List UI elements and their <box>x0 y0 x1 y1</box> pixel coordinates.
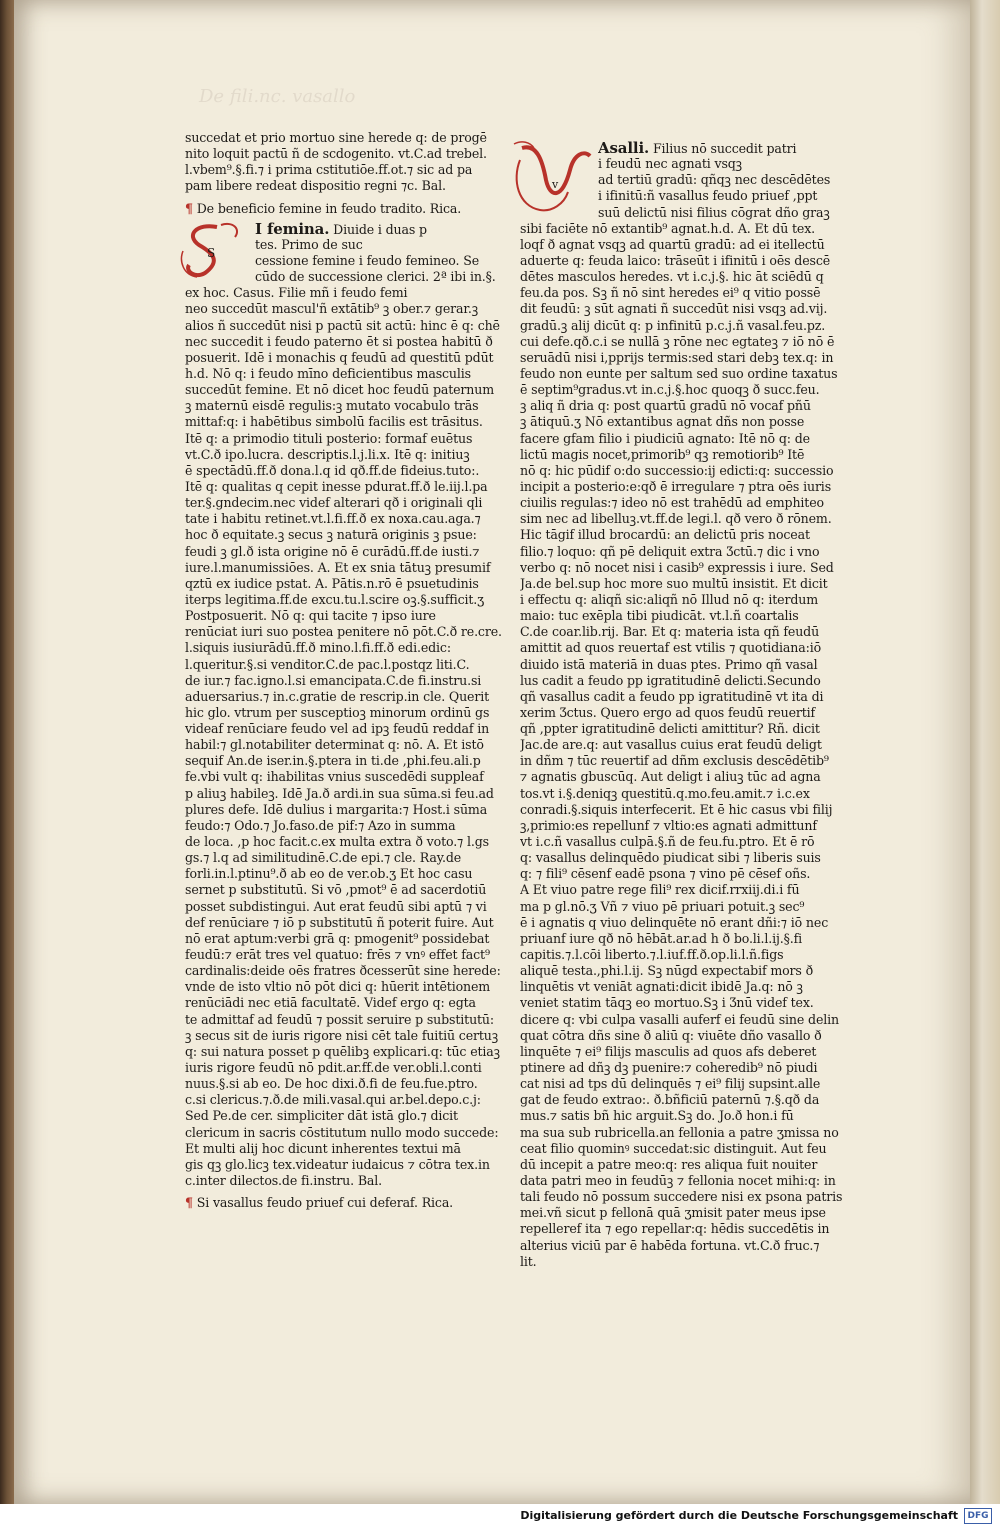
text-line: incipit a posterio:e:qð ē irregulare ⁊ ptra oēs iuris <box>520 478 832 494</box>
text-line: iterps legitima.ff.de excu.tu.l.scire oꝫ.§.sufficit.ʒ <box>185 591 485 607</box>
digitization-footer <box>0 1504 1000 1527</box>
text-line: posset subdistingui. Aut erat feudū sibi aptū ⁊ vi <box>185 898 487 914</box>
text-line: feu.da pos. Sꝫ ñ nō sint heredes ei⁹ q vitio possē <box>520 285 821 301</box>
text-line: l.vbem⁹.§.fi.⁊ i prima cstitutiōe.ff.ot.⁊ sic ad pa <box>185 162 473 178</box>
text-line: tate i habitu retinet.vt.l.fi.ff.ð ex noxa.cau.aga.⁊ <box>185 511 481 527</box>
dfg-logo-icon: DFG <box>964 1508 992 1524</box>
text-line: vnde de isto vltio nō pōt dici q: hūerit intētionem <box>185 979 491 995</box>
text-line: ꝫ,primio:es repellunf ⁊ vltio:es agnati admittunf <box>520 817 817 833</box>
text-line: iure.l.manumissiōes. A. Et ex snia tātuꝫ presumif <box>185 559 491 575</box>
section-heading: I femina. <box>255 220 330 237</box>
text-line: qñ ,ppter igratitudinē delicti amittitur? Rñ. dicit <box>520 721 820 737</box>
text-line: fe.vbi vult q: ihabilitas vnius suscedēdi suppleaf <box>185 769 484 785</box>
text-line: nō erat aptum:verbi grā q: pmogenit⁹ possidebat <box>185 930 490 946</box>
text-line: mus.⁊ satis bñ hic arguit.Sꝫ do. Jo.ð hon.i fū <box>520 1108 794 1124</box>
text-line: clericum in sacris cōstitutum nullo modo succede: <box>185 1124 499 1140</box>
text-line: in dñm ⁊ tūc reuertif ad dñm exclusis descēdētib⁹ <box>520 753 829 769</box>
text-line: Postposuerit. Nō q: qui tacite ⁊ ipso iure <box>185 608 436 624</box>
text-line: priuanf iure qð nō hēbāt.ar.ad h ð bo.li.l.ij.§.fi <box>520 930 803 946</box>
text-line: plures defe. Idē dulius i margarita:⁊ Host.i sūma <box>185 801 488 817</box>
text-line: sernet p substitutū. Si vō ,pmot⁹ ē ad sacerdotiū <box>185 882 487 898</box>
text-line: i effectu q: aliqñ sic:aliqñ nō Illud nō q: iterdum <box>520 591 818 607</box>
running-head: De fili.nc. vasallo <box>199 86 356 107</box>
text-line: tos.vt i.§.deniqꝫ questitū.q.mo.feu.amit.⁊ i.c.ex <box>520 785 810 801</box>
text-line: quat cōtra dñs sine ð aliū q: viuēte dño vasallo ð <box>520 1027 822 1043</box>
text-line: verbo q: nō nocet nisi i casib⁹ expressis i iure. Sed <box>520 559 834 575</box>
text-line: capitis.⁊.l.cōi liberto.⁊.l.iuf.ff.ð.op.li.l.ñ.figs <box>520 947 784 963</box>
text-line: cui defe.qð.c.i se nullā ꝫ rōne nec egtateꝫ ⁊ iō nō ē <box>520 333 835 349</box>
rubric-text: Si vasallus feudo priuef cui deferaf. Rica. <box>196 1195 454 1211</box>
pilcrow-icon: ¶ <box>185 200 193 216</box>
text-line: filio.⁊ loquo: qñ pē deliquit extra Ʒctū.⁊ dic i vno <box>520 543 820 559</box>
text-line: Ja.de bel.sup hoc more suo multū insistit. Et dicit <box>520 575 828 591</box>
text-line: feudo:⁊ Odo.⁊ Jo.faso.de pif:⁊ Azo in summa <box>185 817 456 833</box>
text-line: linquētis vt veniāt agnati:dicit ibidē Ja.q: nō ꝫ <box>520 979 803 995</box>
text-line: de iur.⁊ fac.igno.l.si emancipata.C.de fi.instru.si <box>185 672 482 688</box>
text-line: nec succedit i feudo paterno ēt si postea habitū ð <box>185 333 493 349</box>
text-line: ciuilis regulas:⁊ ideo nō est trahēdū ad emphiteo <box>520 495 824 511</box>
text-line: ⁊ agnatis gbuscūq. Aut deligt i aliuꝫ tūc ad agna <box>520 769 821 785</box>
text-line: ꝫ aliq ñ dria q: post quartū gradū nō vocaf pñū <box>520 398 811 414</box>
text-line: Sed Pe.de cer. simpliciter dāt istā glo.⁊ dicit <box>185 1108 458 1124</box>
text-line: ē i agnatis q viuo delinquēte nō erant dñi:⁊ iō nec <box>520 914 829 930</box>
text-line: aduersarius.⁊ in.c.gratie de rescrip.in cle. Querit <box>185 688 489 704</box>
text-line: p aliuꝫ habileꝫ. Idē Ja.ð ardi.in sua sūma.si feu.ad <box>185 785 494 801</box>
text-line: amittit ad quos reuertaf est vtilis ⁊ quotidiana:iō <box>520 640 822 656</box>
text-line: sim nec ad libelluꝫ.vt.ff.de legi.l. qð vero ð rōnem. <box>520 511 832 527</box>
text-line: c.inter dilectos.de fi.instru. Bal. <box>185 1173 383 1188</box>
rubric-text: De beneficio femine in feudo tradito. Rica. <box>196 200 462 216</box>
text-line: veniet statim tāqꝫ eo mortuo.Sꝫ i Ʒnū videf tex. <box>520 995 814 1011</box>
text-line: Et multi alij hoc dicunt inherentes textui mā <box>185 1140 461 1156</box>
text-line: alios ñ succedūt nisi p pactū sit actū: hinc ē q: chē <box>185 317 500 333</box>
left-column <box>185 130 515 1215</box>
text-line: cardinalis:deide oēs fratres ðcesserūt sine herede: <box>185 963 501 979</box>
text-line: vt.C.ð ipo.lucra. descriptis.l.j.li.x. Itē q: initiuꝫ <box>185 446 470 462</box>
text-line: gis qꝫ glo.licꝫ tex.videatur iudaicus ⁊ cōtra tex.in <box>185 1156 490 1172</box>
text-line: ceat filio quominꝰ succedat:sic distinguit. Aut feu <box>520 1140 827 1156</box>
text-line: linquēte ⁊ ei⁹ filijs masculis ad quos afs deberet <box>520 1043 817 1059</box>
text-line: ptinere ad dñꝫ dꝫ puenire:⁊ coheredib⁹ nō piudi <box>520 1060 818 1076</box>
footer-credit: Digitalisierung gefördert durch die Deutsche Forschungsgemeinschaft <box>520 1509 958 1522</box>
decorated-initial-v <box>512 140 594 220</box>
decorated-initial-s <box>177 221 251 281</box>
left-top-lines <box>185 130 515 195</box>
text-line: tali feudo nō possum succedere nisi ex psona patris <box>520 1189 843 1205</box>
text-line: facere gfam filio i piudiciū agnato: Itē nō q: de <box>520 430 810 446</box>
text-line: l.queritur.§.si venditor.C.de pac.l.postqz liti.C. <box>185 656 470 672</box>
text-line: succedūt femine. Et nō dicet hoc feudū paternum <box>185 382 495 398</box>
text-line: conradi.§.siquis interfecerit. Et ē hic casus vbi filij <box>520 801 833 817</box>
text-line: mittaf:q: i habētibus simbolū facilis est trāsitus. <box>185 414 483 430</box>
text-line: ꝫ ātiquū.ʒ Nō extantibus agnat dñs non posse <box>520 414 805 430</box>
text-line: habil:⁊ gl.notabiliter determinat q: nō. A. Et istō <box>185 737 484 753</box>
text-line: maio: tuc exēpla tibi piudicāt. vt.l.ñ coartalis <box>520 608 799 624</box>
text-line: dētes masculos heredes. vt i.c.j.§. hic āt sciēdū q <box>520 269 824 285</box>
text-line: alterius viciū par ē habēda fortuna. vt.C.ð fruc.⁊ <box>520 1237 820 1253</box>
text-line: def renūciare ⁊ iō p substitutū ñ poterit fuire. Aut <box>185 914 494 930</box>
text-line: ꝫ maternū eisdē regulis:ꝫ mutato vocabulo trās <box>185 398 479 414</box>
initial-v-flourish-icon <box>512 140 594 220</box>
text-line: ē spectādū.ff.ð dona.l.q id qð.ff.de fideius.tuto:. <box>185 462 480 478</box>
text-line: nito loquit pactū ñ de scdogenito. vt.C.ad trebel. <box>185 146 487 162</box>
text-line: Jac.de are.q: aut vasallus cuius erat feudū deligt <box>520 737 822 753</box>
text-line: qztū ex iudice pstat. A. Pātis.n.rō ē psuetudinis <box>185 575 479 591</box>
text-line: feudū:⁊ erāt tres vel quatuo: frēs ⁊ vnꝰ effet fact⁹ <box>185 947 490 963</box>
text-line: ē septim⁹gradus.vt in.c.j.§.hoc quoqꝫ ð succ.feu. <box>520 382 820 398</box>
text-line: renūciādi nec etiā facultatē. Videf ergo q: egta <box>185 995 476 1011</box>
text-line: aliquē testa.,phi.l.ij. Sꝫ nūgd expectabif mors ð <box>520 963 814 979</box>
text-line: Hic tāgif illud brocardū: an delictū pris noceat <box>520 527 810 543</box>
text-line: Itē q: qualitas q cepit inesse pdurat.ff.ð le.iij.l.pa <box>185 478 488 494</box>
text-line: hic glo. vtrum per susceptioꝫ minorum ordinū gs <box>185 704 490 720</box>
svg-text:v: v <box>552 178 559 191</box>
pilcrow-icon: ¶ <box>185 1195 193 1211</box>
right-column <box>520 140 882 1270</box>
text-line: l.siquis iusiurādū.ff.ð mino.l.fi.ff.ð edi.edic: <box>185 640 451 656</box>
left-body-text <box>185 301 515 1189</box>
text-line: ꝫ secus sit de iuris rigore nisi cēt tale fuitiū certuꝫ <box>185 1027 499 1043</box>
right-body-text <box>520 221 882 1270</box>
text-line: feudo non eunte per saltum sed suo ordine taxatus <box>520 365 838 381</box>
text-line: gradū.ꝫ alij dicūt q: p infinitū p.c.j.ñ vasal.feu.pz. <box>520 317 826 333</box>
text-line: ma sua sub rubricella.an fellonia a patre ʒmissa no <box>520 1124 839 1140</box>
text-line: vt i.c.ñ vasallus culpā.§.ñ de feu.fu.ptro. Et ē rō <box>520 834 815 850</box>
text-line: C.de coar.lib.rij. Bar. Et q: materia ista qñ feudū <box>520 624 820 640</box>
text-line: gs.⁊ l.q ad similitudinē.C.de epi.⁊ cle. Ray.de <box>185 850 462 866</box>
text-line: lictū magis nocet,primorib⁹ qꝫ remotiorib⁹ Itē <box>520 446 805 462</box>
text-line: gat de feudo extrao:. ð.bñficiū paternū ⁊.§.qð da <box>520 1092 820 1108</box>
book-fore-edge <box>970 0 1000 1504</box>
text-line: sequif An.de iser.in.§.ptera in ti.de ,phi.feu.ali.p <box>185 753 481 769</box>
text-line: c.si clericus.⁊.ð.de mili.vasal.qui ar.bel.depo.c.j: <box>185 1092 481 1108</box>
text-line: repelleref ita ⁊ ego repellar:q: hēdis succedētis in <box>520 1221 830 1237</box>
text-line: q: vasallus delinquēdo piudicat sibi ⁊ liberis suis <box>520 850 821 866</box>
text-line: ma p gl.nō.ʒ Vñ ⁊ viuo pē priuari potuit.ꝫ sec⁹ <box>520 898 805 914</box>
book-spine-edge <box>0 0 14 1504</box>
initial-s-flourish-icon <box>177 221 251 281</box>
text-line: renūciat iuri suo postea penitere nō pōt.C.ð re.cre. <box>185 624 502 640</box>
text-line: dicere q: vbi culpa vasalli auferf ei feudū sine delin <box>520 1011 839 1027</box>
text-line: loqf ð agnat vsqꝫ ad quartū gradū: ad ei itellectū <box>520 236 825 252</box>
text-line: ter.§.gndecim.nec videf alterari qð i originali qli <box>185 495 483 511</box>
text-line: h.d. Nō q: i feudo mīno deficientibus masculis <box>185 365 471 381</box>
text-line: nō q: hic pūdif o:do successio:ij edicti:q: successio <box>520 462 834 478</box>
text-line: nuus.§.si ab eo. De hoc dixi.ð.fi de feu.fue.ptro. <box>185 1076 478 1092</box>
text-line: dū incepit a patre meo:q: res aliqua fuit nouiter <box>520 1156 818 1172</box>
rubric-heading <box>185 201 515 217</box>
svg-text:S: S <box>207 245 216 260</box>
text-line: te admittaf ad feudū ⁊ possit seruire p substitutū: <box>185 1011 494 1027</box>
text-line: sibi faciēte nō extantib⁹ agnat.h.d. A. Et dū tex. <box>520 220 816 236</box>
text-line: aduerte q: feuda laico: trāseūt i ifinitū i oēs descē <box>520 252 831 268</box>
text-line: lit. <box>520 1253 537 1269</box>
text-line: data patri meo in feudūꝫ ⁊ fellonia nocet mihi:q: in <box>520 1173 836 1188</box>
text-line: q: ⁊ fili⁹ cēsenf eadē psona ⁊ vino pē cēsef oñs. <box>520 866 811 882</box>
text-line: feudi ꝫ gl.ð ista origine nō ē curādū.ff.de iusti.⁊ <box>185 543 480 559</box>
text-line: xerim Ʒctus. Quero ergo ad quos feudū reuertif <box>520 704 816 720</box>
text-line: hoc ð equitate.ꝫ secus ꝫ naturā originis ꝫ psue: <box>185 527 477 543</box>
text-line: seruādū nisi i,pprijs termis:sed stari debꝫ tex.q: in <box>520 349 834 365</box>
text-line: pam libere redeat dispositio regni ⁊c. Bal. <box>185 178 446 194</box>
rubric-heading <box>185 1195 515 1211</box>
text-line: diuido istā materiā in duas ptes. Primo qñ vasal <box>520 656 818 672</box>
left-section-start: S I femina. Diuide i duas p tes. Primo de suc cessione femine i feudo femineo. Se cūdo de successione clerici. 2ª ibi in.§. ex hoc. Casus. Filie mñ i feudo femi <box>185 221 515 302</box>
section-heading: Asalli. <box>598 140 650 157</box>
text-line: cat nisi ad tps dū delinquēs ⁊ ei⁹ filij supsint.alle <box>520 1076 821 1092</box>
text-line: videaf renūciare feudo vel ad ipꝫ feudū reddaf in <box>185 721 490 737</box>
text-line: A Et viuo patre rege fili⁹ rex dicif.rrxiij.di.i fū <box>520 882 800 898</box>
text-line: qñ vasallus cadit a feudo pp igratitudinē vt ita di <box>520 688 824 704</box>
text-line: dit feudū: ꝫ sūt agnati ñ succedūt nisi vsqꝫ ad.vij. <box>520 301 828 317</box>
text-line: forli.in.l.ptinu⁹.ð ab eo de ver.ob.ʒ Et hoc casu <box>185 866 473 882</box>
text-line: mei.vñ sicut p fellonā quā ʒmisit pater meus ipse <box>520 1205 826 1221</box>
text-line: Itē q: a primodio tituli posterio: formaf euētus <box>185 430 473 446</box>
text-line: posuerit. Idē i monachis q feudū ad questitū pdūt <box>185 349 494 365</box>
text-line: q: sui natura posset p quēlibꝫ explicari.q: tūc etiaꝫ <box>185 1043 500 1059</box>
text-line: iuris rigore feudū nō pdit.ar.ff.de ver.obli.l.conti <box>185 1060 482 1076</box>
text-line: de loca. ,p hoc facit.c.ex multa extra ð voto.⁊ l.gs <box>185 834 489 850</box>
text-line: lus cadit a feudo pp igratitudinē delicti.Secundo <box>520 672 821 688</box>
text-line: neo succedūt mascul'ñ extātib⁹ ꝫ ober.⁊ gerar.ꝫ <box>185 301 478 317</box>
right-section-start: v Asalli. Filius nō succedit patri i feudū nec agnati vsqꝫ ad tertiū gradū: qñqꝫ nec descēdētes i ifinitū:ñ vasallus feudo priuef ,ppt suū delictū nisi filius cōgrat dño graꝫ <box>520 140 882 221</box>
text-line: succedat et prio mortuo sine herede q: de progē <box>185 130 487 145</box>
